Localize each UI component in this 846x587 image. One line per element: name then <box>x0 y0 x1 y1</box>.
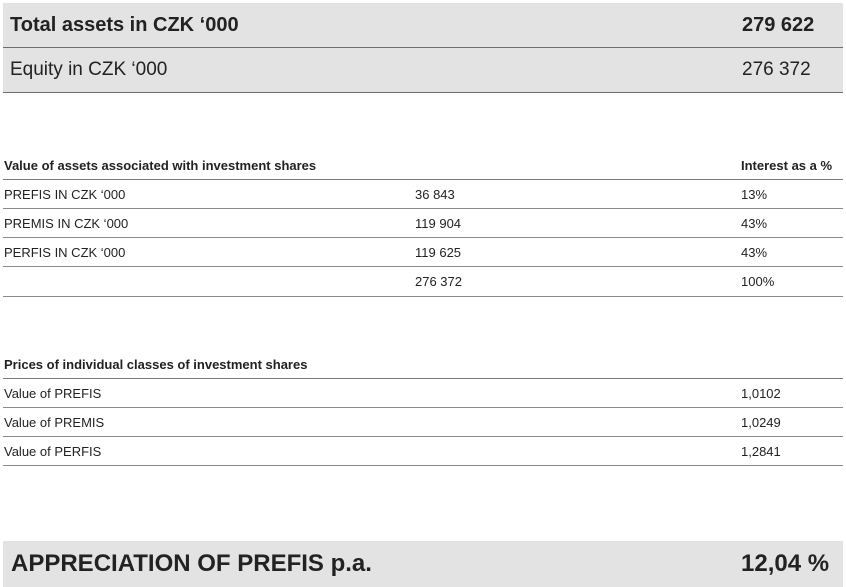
row-value: 1,2841 <box>741 443 781 459</box>
assets-table-header <box>3 152 843 180</box>
total-interest: 100% <box>741 274 775 289</box>
table-row <box>3 238 843 267</box>
prices-table <box>3 351 843 466</box>
row-label: Value of PREMIS <box>4 414 105 430</box>
appreciation-label: APPRECIATION OF PREFIS p.a. <box>11 550 372 577</box>
row-value: 1,0102 <box>741 385 781 401</box>
table-row <box>3 437 843 466</box>
row-interest: 43% <box>741 215 768 231</box>
table-row <box>3 180 843 209</box>
table-row <box>3 209 843 238</box>
table-row <box>3 408 843 437</box>
row-interest: 43% <box>741 244 768 260</box>
equity-value: 276 372 <box>742 59 811 80</box>
appreciation-banner <box>3 541 843 587</box>
total-assets-banner <box>3 3 843 48</box>
row-label: Value of PERFIS <box>4 443 102 459</box>
row-interest: 13% <box>741 186 768 202</box>
row-value: 36 843 <box>415 186 455 202</box>
assets-header-label: Value of assets associated with investment shares <box>4 158 317 173</box>
equity-banner <box>3 48 843 93</box>
row-value: 119 625 <box>415 244 462 260</box>
prices-table-header <box>3 351 843 379</box>
prices-header-label: Prices of individual classes of investment shares <box>4 357 308 372</box>
total-assets-label: Total assets in CZK ‘000 <box>10 13 239 36</box>
row-value: 1,0249 <box>741 414 781 430</box>
row-label: PREMIS IN CZK ‘000 <box>4 215 129 231</box>
row-label: PREFIS IN CZK ‘000 <box>4 186 126 202</box>
appreciation-value: 12,04 % <box>741 550 830 577</box>
equity-label: Equity in CZK ‘000 <box>10 59 168 80</box>
table-row <box>3 379 843 408</box>
row-label: PERFIS IN CZK ‘000 <box>4 244 126 260</box>
assets-header-interest: Interest as a % <box>741 158 833 173</box>
assets-table <box>3 152 843 297</box>
total-assets-value: 279 622 <box>742 13 815 36</box>
row-value: 119 904 <box>415 215 462 231</box>
assets-total-row <box>3 267 843 297</box>
row-label: Value of PREFIS <box>4 385 102 401</box>
total-value: 276 372 <box>415 274 462 289</box>
